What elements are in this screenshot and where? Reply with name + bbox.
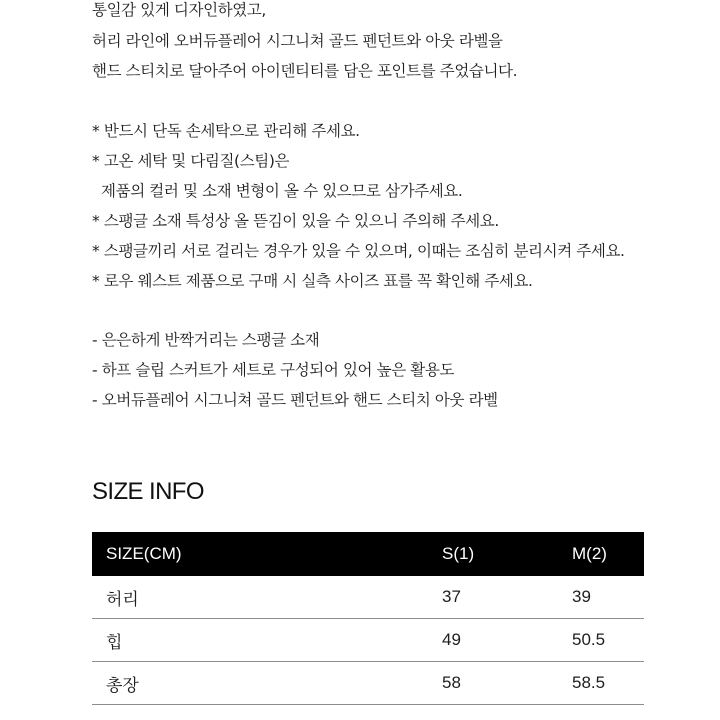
feature-item: - 은은하게 반짝거리는 스팽글 소재 [92, 331, 320, 349]
cell-s: 37 [442, 576, 572, 619]
cell-s: 58 [442, 662, 572, 705]
table-row [92, 576, 644, 619]
table-row [92, 619, 644, 662]
size-table [92, 532, 644, 705]
care-note: * 스팽글끼리 서로 걸리는 경우가 있을 수 있으며, 이때는 조심히 분리시켜 주세요. [92, 242, 625, 260]
header-s: S(1) [442, 544, 475, 563]
description-line: 통일감 있게 디자인하였고, [92, 1, 266, 19]
size-table-header [92, 532, 644, 576]
size-info-title: SIZE INFO [92, 478, 204, 505]
row-label: 허리 [92, 576, 442, 619]
row-label: 총장 [92, 662, 442, 705]
care-note: * 스팽글 소재 특성상 올 뜯김이 있을 수 있으니 주의해 주세요. [92, 212, 499, 230]
table-row [92, 662, 644, 705]
feature-item: - 하프 슬립 스커트가 세트로 구성되어 있어 높은 활용도 [92, 361, 455, 379]
care-note: * 반드시 단독 손세탁으로 관리해 주세요. [92, 122, 360, 140]
cell-m: 39 [572, 576, 644, 619]
cell-m: 58.5 [572, 662, 644, 705]
care-note: * 로우 웨스트 제품으로 구매 시 실측 사이즈 표를 꼭 확인해 주세요. [92, 272, 533, 290]
header-size: SIZE(CM) [106, 544, 182, 563]
cell-m: 50.5 [572, 619, 644, 662]
care-note: * 고온 세탁 및 다림질(스팀)은 [92, 152, 290, 170]
cell-s: 49 [442, 619, 572, 662]
feature-item: - 오버듀플레어 시그니쳐 골드 펜던트와 핸드 스티치 아웃 라벨 [92, 391, 498, 409]
header-m: M(2) [572, 544, 607, 563]
care-note: 제품의 컬러 및 소재 변형이 올 수 있으므로 삼가주세요. [92, 182, 463, 200]
description-line: 핸드 스티치로 달아주어 아이덴티티를 담은 포인트를 주었습니다. [92, 62, 518, 80]
row-label: 힙 [92, 619, 442, 662]
description-line: 허리 라인에 오버듀플레어 시그니쳐 골드 펜던트와 아웃 라벨을 [92, 32, 503, 50]
